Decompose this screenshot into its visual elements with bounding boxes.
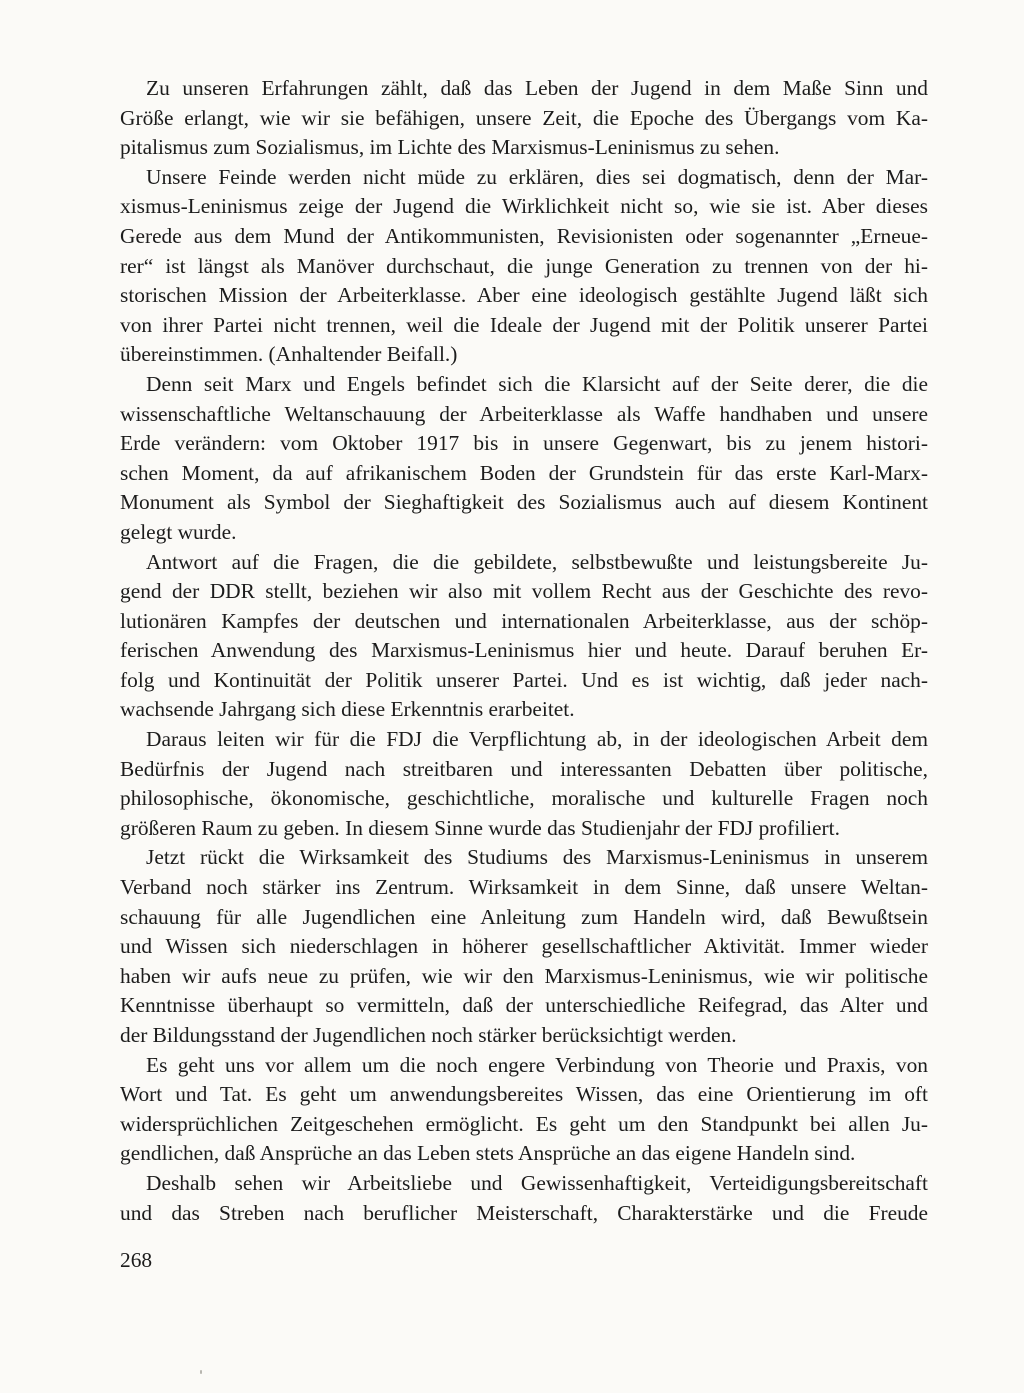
- text-line: widersprüchlichen Zeitgeschehen ermöglicht. Es geht um den Standpunkt bei allen Ju-: [120, 1111, 928, 1136]
- page-number: 268: [120, 1248, 153, 1272]
- text-line: übereinstimmen. (Anhaltender Beifall.): [120, 342, 458, 367]
- text-line: philosophische, ökonomische, geschichtliche, moralische und kulturelle Fragen noch: [120, 786, 928, 811]
- text-line: schauung für alle Jugendlichen eine Anleitung zum Handeln wird, daß Bewußtsein: [120, 904, 928, 929]
- text-line: Verband noch stärker ins Zentrum. Wirksamkeit in dem Sinne, daß unsere Weltan-: [120, 875, 928, 900]
- paragraph: [120, 725, 928, 843]
- scan-speck: [200, 1370, 202, 1374]
- paragraph: [120, 370, 928, 548]
- text-line: Kenntnisse überhaupt so vermitteln, daß der unterschiedliche Reifegrad, das Alter und: [120, 993, 928, 1018]
- text-line: wachsende Jahrgang sich diese Erkenntnis erarbeitet.: [120, 697, 575, 722]
- text-line: Größe erlangt, wie wir sie befähigen, unsere Zeit, die Epoche des Übergangs vom Ka-: [120, 105, 928, 130]
- text-line: größeren Raum zu geben. In diesem Sinne wurde das Studienjahr der FDJ profiliert.: [120, 815, 840, 840]
- text-line: und das Streben nach beruflicher Meisterschaft, Charakterstärke und die Freude: [120, 1200, 928, 1225]
- text-line: schen Moment, da auf afrikanischem Boden der Grundstein für das erste Karl-Marx-: [120, 460, 928, 485]
- text-line: Daraus leiten wir für die FDJ die Verpflichtung ab, in der ideologischen Arbeit dem: [146, 727, 928, 752]
- text-line: Gerede aus dem Mund der Antikommunisten, Revisionisten oder sogenannter „Erneue-: [120, 223, 928, 248]
- paragraph: [120, 548, 928, 726]
- text-line: Wort und Tat. Es geht um anwendungsbereites Wissen, das eine Orientierung im oft: [120, 1082, 928, 1107]
- text-line: Bedürfnis der Jugend nach streitbaren und interessanten Debatten über politische,: [120, 756, 928, 781]
- body-text: [120, 74, 928, 1228]
- text-line: pitalismus zum Sozialismus, im Lichte des Marxismus-Leninismus zu sehen.: [120, 135, 780, 160]
- text-line: storischen Mission der Arbeiterklasse. Aber eine ideologisch gestählte Jugend läßt sich: [120, 283, 928, 308]
- text-line: gendlichen, daß Ansprüche an das Leben stets Ansprüche an das eigene Handeln sind.: [120, 1141, 856, 1166]
- text-line: haben wir aufs neue zu prüfen, wie wir den Marxismus-Leninismus, wie wir politische: [120, 963, 928, 988]
- text-line: Erde verändern: vom Oktober 1917 bis in unsere Gegenwart, bis zu jenem histori-: [120, 431, 928, 456]
- text-line: gend der DDR stellt, beziehen wir also mit vollem Recht aus der Geschichte des revo-: [120, 579, 928, 604]
- paragraph: [120, 163, 928, 370]
- text-line: Unsere Feinde werden nicht müde zu erklären, dies sei dogmatisch, denn der Mar-: [146, 164, 928, 189]
- text-line: Antwort auf die Fragen, die die gebildete, selbstbewußte und leistungsbereite Ju-: [146, 549, 928, 574]
- paragraph: [120, 1051, 928, 1169]
- paragraph: [120, 74, 928, 163]
- text-line: folg und Kontinuität der Politik unserer Partei. Und es ist wichtig, daß jeder nach-: [120, 667, 928, 692]
- text-line: lutionären Kampfes der deutschen und internationalen Arbeiterklasse, aus der schöp-: [120, 608, 928, 633]
- text-line: wissenschaftliche Weltanschauung der Arbeiterklasse als Waffe handhaben und unsere: [120, 401, 928, 426]
- text-line: Denn seit Marx und Engels befindet sich die Klarsicht auf der Seite derer, die die: [146, 371, 928, 396]
- text-line: gelegt wurde.: [120, 519, 237, 544]
- text-line: Es geht uns vor allem um die noch engere Verbindung von Theorie und Praxis, von: [146, 1052, 928, 1077]
- text-line: ferischen Anwendung des Marxismus-Leninismus hier und heute. Darauf beruhen Er-: [120, 638, 928, 663]
- paragraph: [120, 843, 928, 1050]
- text-line: rer“ ist längst als Manöver durchschaut, die junge Generation zu trennen von der hi-: [120, 253, 928, 278]
- paragraph: [120, 1169, 928, 1228]
- text-line: xismus-Leninismus zeige der Jugend die Wirklichkeit nicht so, wie sie ist. Aber dieses: [120, 194, 928, 219]
- text-line: und Wissen sich niederschlagen in höherer gesellschaftlicher Aktivität. Immer wieder: [120, 934, 928, 959]
- text-line: der Bildungsstand der Jugendlichen noch stärker berücksichtigt werden.: [120, 1023, 737, 1047]
- text-line: von ihrer Partei nicht trennen, weil die Ideale der Jugend mit der Politik unserer Partei: [120, 312, 928, 337]
- text-line: Deshalb sehen wir Arbeitsliebe und Gewissenhaftigkeit, Verteidigungsbereitschaft: [146, 1170, 928, 1195]
- text-line: Zu unseren Erfahrungen zählt, daß das Leben der Jugend in dem Maße Sinn und: [146, 76, 928, 100]
- text-line: Jetzt rückt die Wirksamkeit des Studiums des Marxismus-Leninismus in unserem: [146, 845, 928, 870]
- text-line: Monument als Symbol der Sieghaftigkeit des Sozialismus auch auf diesem Kontinent: [120, 490, 928, 515]
